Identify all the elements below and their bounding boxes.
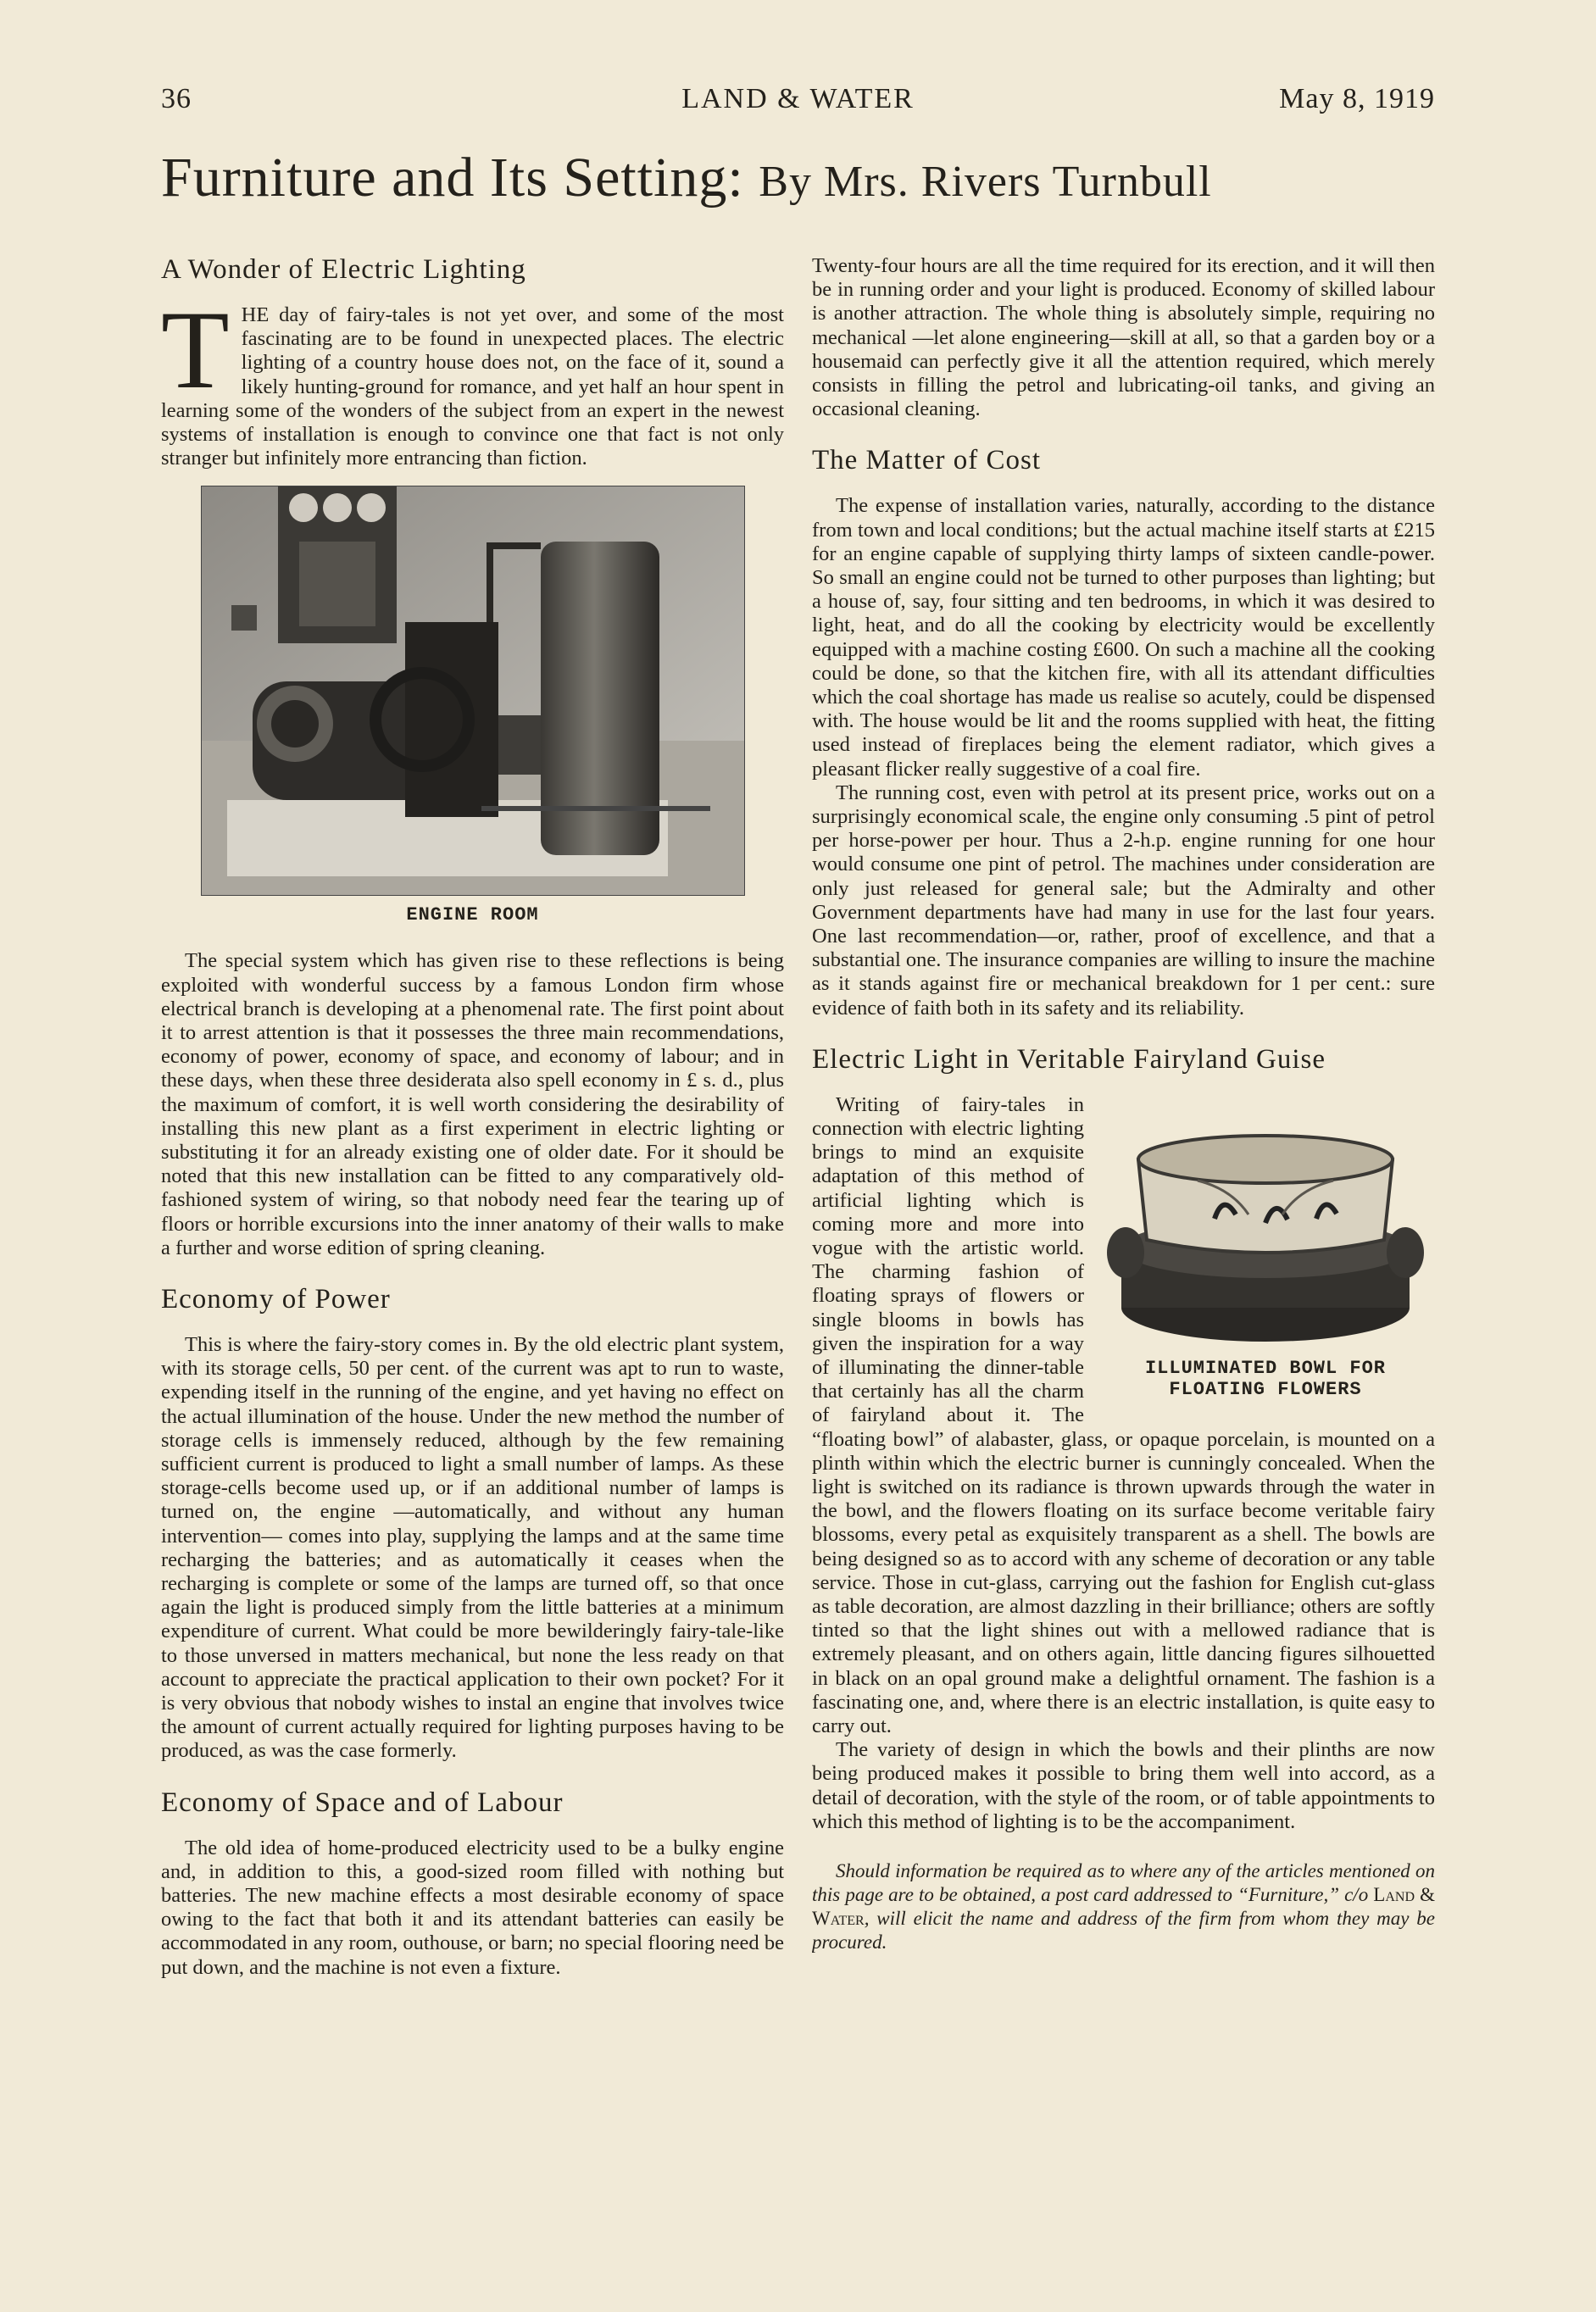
intro-paragraph [161,286,784,470]
information-note [812,1859,1435,1954]
section-heading-cost: The Matter of Cost [812,445,1042,476]
bowl-caption-line-1: ILLUMINATED BOWL FOR [1144,1357,1387,1379]
page-number: 36 [161,83,192,114]
running-cost-paragraph: The running cost, even with petrol at its present price, works out on a surprisingly economical scale, the engine only consuming .5 pint of petrol per horse-power per hour. Thus a 2-h.p. engine running for one hour would consume one pint of petrol. The machines under consideration are only just released for general sale; but the Admiralty and other Government departments have had many in use for the last four years. One last recommendation—or, rather, proof of excellence, and that a substantial one. The insurance companies are willing to insure the machine as it stands against fire or mechanical breakdown for 1 per cent.: sure evidence of faith both in its safety and its reliability. [812,781,1435,1020]
page-header [161,83,1435,134]
economy-space-paragraph: The old idea of home-produced electricity used to be a bulky engine and, in addition to this, a good-sized room filled with nothing but batteries. The new machine effects a most desirable economy of space owing to the fact that both it and its attendant batteries can easily be accommodated in any room, outhouse, or barn; no special flooring need be put down, and the machine is not even a fixture. [161,1836,784,1979]
bowl-caption [1096,1358,1435,1400]
variety-paragraph: The variety of design in which the bowls and their plinths are now being produced makes it possible to bring them well into accord, as a detail of decoration, with the style of the room, or of table appointments to which this method of lighting is to be the accompaniment. [812,1738,1435,1833]
section-heading-fairyland: Electric Light in Veritable Fairyland Guise [812,1043,1326,1075]
drop-cap: T [161,286,230,412]
intro-text: HE day of fairy-tales is not yet over, and some of the most fascinating are to be found in unexpected places. The electric lighting of a country house does not, on the face of it, sound a likely hunting-ground for romance, and yet half an hour spent in learning some of the wonders of the subject from an expert in the newest systems of installation is enough to convince one that fact is not only stranger but infinitely more entrancing than fiction. [161,303,784,470]
section-heading-economy-space: Economy of Space and of Labour [161,1787,564,1818]
economy-power-paragraph: This is where the fairy-story comes in. By the old electric plant system, with its storage cells, 50 per cent. of the current was apt to run to waste, expending itself in the running of the engine, and yet having no effect on the actual illumination of the house. Under the new method the number of storage cells is immensely reduced, although by the few remaining sufficient current is produced to light a small number of lamps. As these storage-cells become used up, or if an additional number of lamps is turned on, the engine —automatically, and without any human intervention— comes into play, supplying the lamps and at the same time recharging the batteries; and as automatically it ceases when the recharging is complete or some of the lamps are turned off, so that once again the light is produced simply from the little batteries at a minimum expenditure of current. What could be more bewilderingly fairy-tale-like to those unversed in matters mechanical, but none the less ready on that account to appreciate the practical application to their own pocket? For it is very obvious that nobody wishes to instal an engine that involves twice the amount of current actually required for lighting purposes having to be produced, as was the case formerly. [161,1332,784,1763]
section-heading-economy-power: Economy of Power [161,1284,391,1314]
issue-date: May 8, 1919 [1279,83,1435,114]
cost-paragraph: The expense of installation varies, naturally, according to the distance from town and local conditions; but the actual machine itself starts at £215 for an engine capable of supplying thirty lamps of sixteen candle-power. So small an engine could not be turned to other purposes than lighting; but a house of, say, four sitting and ten bedrooms, in which it was desired to light, heat, and do all the cooking by electricity would be excellently equipped with a machine costing £600. On such a machine all the cooking could be done, so that the kitchen fire, with all its attendant difficulties which the coal shortage has made us realise so acutely, could be dispensed with. The house would be lit and the rooms supplied with heat, the fitting used instead of fireplaces being the element radiator, which gives a pleasant flicker really suggestive of a coal fire. [812,494,1435,781]
engine-room-caption: ENGINE ROOM [406,904,539,926]
right-column [812,254,1435,2229]
section-heading-electric-lighting: A Wonder of Electric Lighting [161,254,526,285]
left-column [161,254,784,2229]
fairyland-paragraph: Writing of fairy-tales in connection with electric lighting brings to mind an exquisite adaptation of this method of artificial lighting which is coming more and more into vogue with the artistic world. The charming fashion of floating sprays of flowers or single blooms in bowls has given the inspiration for a way of illuminating the dinner-table that certainly has all the charm of fairyland about it. The “floating bowl” of alabaster, glass, or opaque porcelain, is mounted on a plinth within which the electric burner is cunningly concealed. When the light is switched on its radiance is thrown upwards through the water in the bowl, and the flowers floating on its surface become veritable fairy blossoms, every petal as exquisitely transparent as a shell. The bowls are being designed so as to accord with any scheme of decoration or any table service. Those in cut-glass, carrying out the fashion for English cut-glass as table decoration, are almost dazzling in their brilliance; others are softly tinted so that the light shines out with a mellowed radiance that is extremely pleasant, and on others again, little dancing figures silhouetted in black on an opal ground make a delightful ornament. The fashion is a fascinating one, and, where there is an electric installation, is quite easy to carry out. [812,1092,1435,1738]
engine-room-figure [161,486,784,925]
masthead: LAND & WATER [681,83,915,114]
article-title [161,146,1441,210]
note-publication: Land & Water [812,1884,1435,1930]
bowl-caption-line-2: FLOATING FLOWERS [1169,1378,1362,1400]
illuminated-bowl-photo [1096,1100,1435,1354]
engine-room-photo [201,486,745,896]
note-text-b: , will elicit the name and address of the firm from whom they may be procured. [812,1908,1435,1954]
bowl-figure [1096,1100,1435,1400]
article-byline: By Mrs. Rivers Turnbull [759,158,1212,206]
erection-paragraph: Twenty-four hours are all the time required for its erection, and it will then be in running order and your light is produced. Economy of skilled labour is another attraction. The whole thing is absolutely simple, requiring no mechanical —let alone engineering—skill at all, so that a garden boy or a housemaid can perfectly give it all the attention required, which merely consists in filling the petrol and lubricating-oil tanks, and giving an occasional cleaning. [812,254,1435,421]
special-system-paragraph: The special system which has given rise to these reflections is being exploited with wonderful success by a famous London firm whose electrical branch is developing at a phenomenal rate. The first point about it to arrest attention is that it possesses the three main recommendations, economy of power, economy of space, and economy of labour; and in these days, when these three desiderata also spell economy in £ s. d., plus the maximum of comfort, it is well worth considering the desirability of installing this new plant as a first experiment in electric lighting or substituting it for an already existing one of older date. For it should be noted that this new installation can be fitted to any comparatively old-fashioned system of wiring, so that nobody need fear the tearing up of floors or horrible excursions into the inner anatomy of their walls to make a further and worse edition of spring cleaning. [161,949,784,1259]
note-text-a: Should information be required as to where any of the articles mentioned on this page are to be obtained, a post card addressed to “Furniture,” c/o [812,1860,1435,1906]
article-title-main: Furniture and Its Setting: [161,147,744,208]
